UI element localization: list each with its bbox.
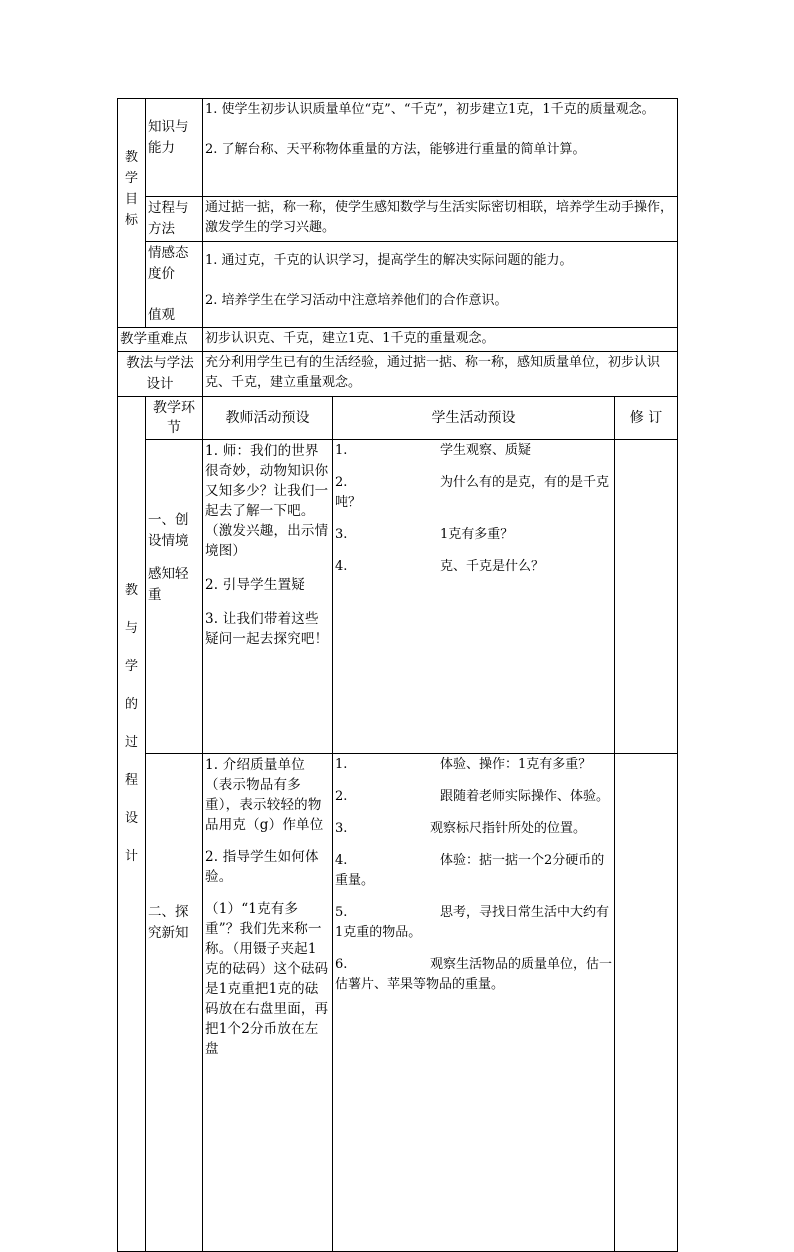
header-teacher: 教师活动预设 (203, 397, 333, 440)
process-content: 通过掂一掂，称一称，使学生感知数学与生活实际密切相联，培养学生动手操作，激发学生的学习兴趣。 (203, 197, 678, 242)
header-stage: 教学环节 (146, 397, 203, 440)
process-label: 过程与方法 (146, 197, 203, 242)
methods-content: 充分利用学生已有的生活经验，通过掂一掂、称一称，感知质量单位，初步认识克、千克，建立重量观念。 (203, 352, 678, 397)
stage1-label: 一、创设情境 感知轻重 (146, 440, 203, 754)
process-design-section-label: 教 与 学 的 过 程 设 计 (118, 397, 146, 1252)
stage2-student: 1. 体验、操作：1克有多重？ 2. 跟随着老师实际操作、体验。 3. 观察标尺指针所处的位置。 4. 体验：掂一掂一个2分硬币的重量。 5. 思考，寻找日常生活中大约有1克重的物品。 6. 观察生活物品的质量单位，估一估薯片、苹果等物品的重量。 (333, 754, 615, 1252)
objectives-section-label: 教 学 目 标 (118, 99, 146, 328)
knowledge-content: 1. 使学生初步认识质量单位“克”、“千克”，初步建立1克，1千克的质量观念。 2. 了解台称、天平称物体重量的方法，能够进行重量的简单计算。 (203, 99, 678, 197)
key-points-content: 初步认识克、千克，建立1克、1千克的重量观念。 (203, 328, 678, 352)
stage1-teacher: 1. 师：我们的世界很奇妙，动物知识你又知多少？让我们一起去了解一下吧。（激发兴趣，出示情境图） 2. 引导学生置疑 3. 让我们带着这些疑问一起去探究吧！ (203, 440, 333, 754)
emotion-content: 1. 通过克，千克的认识学习，提高学生的解决实际问题的能力。 2. 培养学生在学习活动中注意培养他们的合作意识。 (203, 242, 678, 328)
lesson-plan-table (117, 98, 678, 1252)
stage2-teacher: 1. 介绍质量单位（表示物品有多重），表示较轻的物品用克（g）作单位 2. 指导学生如何体验。 （1）“1克有多重”？我们先来称一称。（用镊子夹起1克的砝码）这个砝码是1克重把1克的砝码放在右盘里面，再把1个2分币放在左盘 (203, 754, 333, 1252)
key-points-label: 教学重难点 (118, 328, 203, 352)
stage1-revise (615, 440, 678, 754)
methods-label: 教法与学法设计 (118, 352, 203, 397)
stage2-label: 二、探究新知 (146, 754, 203, 1252)
emotion-label: 情感态度价 值观 (146, 242, 203, 328)
knowledge-label: 知识与能力 (146, 99, 203, 197)
stage1-student: 1. 学生观察、质疑 2. 为什么有的是克，有的是千克吨？ 3. 1克有多重？ 4. 克、千克是什么？ (333, 440, 615, 754)
stage2-revise (615, 754, 678, 1252)
header-revise: 修 订 (615, 397, 678, 440)
header-student: 学生活动预设 (333, 397, 615, 440)
